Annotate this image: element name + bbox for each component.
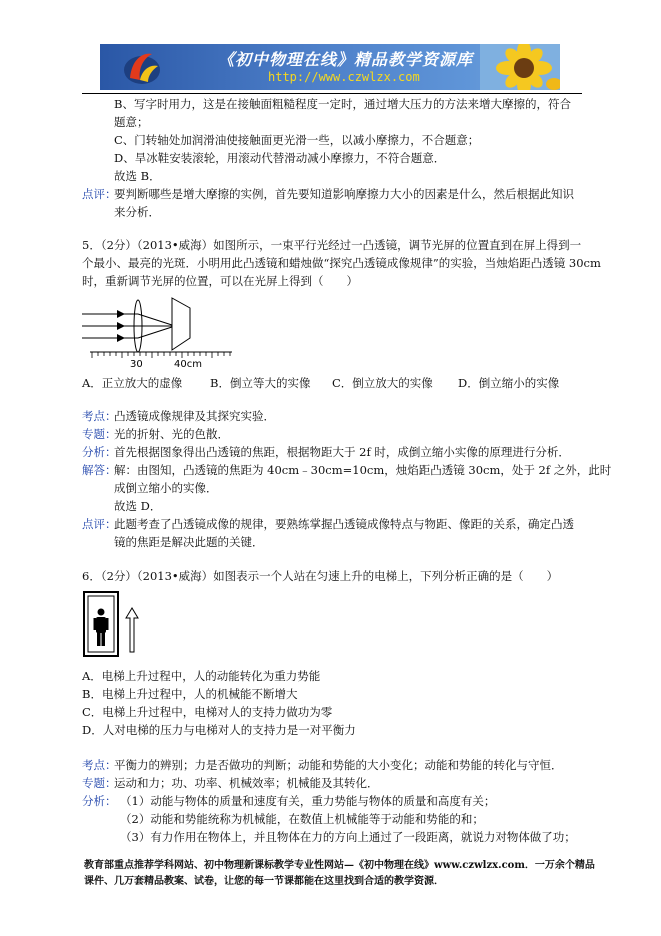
q5-stem-line1: 5．（2分）（2013•威海）如图所示，一束平行光经过一凸透镜，调节光屏的位置直到在屏上得到一 bbox=[82, 238, 582, 252]
q5-option-b: B．倒立等大的实像 bbox=[210, 376, 311, 390]
q6-kaodian-label: 考点： bbox=[82, 758, 117, 772]
q4-comment-line2: 来分析． bbox=[114, 205, 160, 219]
q4-line-b1: B、写字时用力，这是在接触面粗糙程度一定时，通过增大压力的方法来增大摩擦的，符合 bbox=[114, 97, 571, 111]
q5-zhuanti-label: 专题： bbox=[82, 427, 117, 441]
q5-stem-line3: 时，重新调节光屏的位置，可以在光屏上得到（ ） bbox=[82, 274, 358, 288]
q5-fenxi-text: 首先根据图象得出凸透镜的焦距，根据物距大于 2f 时，成倒立缩小实像的原理进行分析． bbox=[114, 445, 570, 459]
sunflower-icon bbox=[480, 44, 560, 90]
q6-fenxi-label: 分析： bbox=[82, 794, 117, 808]
page-footer: 教育部重点推荐学科网站、初中物理新课标教学专业性网站—《初中物理在线》www.czwlzx.com．一万余个精品课件、几万套精品教案、试卷，让您的每一节课都能在这里找到合适的教学资源． bbox=[84, 860, 595, 887]
ruler-ticks bbox=[92, 352, 230, 358]
q5-option-a: A．正立放大的虚像 bbox=[82, 376, 183, 390]
q6-zhuanti-text: 运动和力；功、功率、机械效率；机械能及其转化． bbox=[114, 776, 379, 790]
light-screen bbox=[172, 298, 190, 350]
q5-fenxi-label: 分析： bbox=[82, 445, 117, 459]
header-banner bbox=[100, 44, 560, 90]
q5-jieda-label: 解答： bbox=[82, 463, 117, 477]
q5-option-d: D．倒立缩小的实像 bbox=[458, 376, 560, 390]
q5-stem-line2: 个最小、最亮的光斑．小明用此凸透镜和蜡烛做“探究凸透镜成像规律”的实验，当烛焰距凸透镜 30cm bbox=[82, 256, 601, 270]
q6-kaodian-text: 平衡力的辨别；力是否做功的判断；动能和势能的大小变化；动能和势能的转化与守恒． bbox=[114, 758, 563, 772]
q6-fenxi-line2: （2）动能和势能统称为机械能，在数值上机械能等于动能和势能的和； bbox=[120, 812, 484, 826]
q5-jieda-line1: 解：由图知，凸透镜的焦距为 40cm﹣30cm=10cm，烛焰距凸透镜 30cm，处于 2f 之外，此时 bbox=[114, 463, 612, 477]
q6-zhuanti-label: 专题： bbox=[82, 776, 117, 790]
q5-dianping-label: 点评： bbox=[82, 517, 117, 531]
q5-dianping-line1: 此题考查了凸透镜成像的规律，要熟练掌握凸透镜成像特点与物距、像距的关系，确定凸透 bbox=[114, 517, 574, 531]
q5-option-c: C．倒立放大的实像 bbox=[332, 376, 433, 390]
parallel-light-rays bbox=[82, 314, 138, 338]
ruler-label-40cm: 40cm bbox=[174, 359, 202, 368]
q5-kaodian-text: 凸透镜成像规律及其探究实验． bbox=[114, 409, 275, 423]
site-logo-icon bbox=[122, 48, 162, 86]
q6-option-a: A．电梯上升过程中，人的动能转化为重力势能 bbox=[82, 669, 321, 683]
q6-option-c: C．电梯上升过程中，电梯对人的支持力做功为零 bbox=[82, 705, 333, 719]
q5-dianping-line2: 镜的焦距是解决此题的关键． bbox=[114, 535, 264, 549]
q6-option-b: B．电梯上升过程中，人的机械能不断增大 bbox=[82, 687, 298, 701]
banner-url[interactable]: http://www.czwlzx.com bbox=[268, 70, 420, 84]
q4-answer: 故选 B． bbox=[114, 169, 161, 183]
elevator-figure bbox=[82, 590, 152, 658]
q4-line-c: C、门转轴处加润滑油使接触面更光滑一些，以减小摩擦力，不合题意； bbox=[114, 133, 480, 147]
q5-answer: 故选 D． bbox=[114, 499, 162, 513]
q6-fenxi-line1: （1）动能与物体的质量和速度有关，重力势能与物体的质量和高度有关； bbox=[120, 794, 496, 808]
q6-fenxi-line3: （3）有力作用在物体上，并且物体在力的方向上通过了一段距离，就说力对物体做了功； bbox=[120, 830, 576, 844]
lens-figure bbox=[82, 290, 282, 368]
q6-stem: 6．（2分）（2013•威海）如图表示一个人站在匀速上升的电梯上，下列分析正确的是（ ） bbox=[82, 569, 559, 583]
q4-line-b2: 题意； bbox=[114, 115, 149, 129]
q4-comment-line1: 要判断哪些是增大摩擦的实例，首先要知道影响摩擦力大小的因素是什么，然后根据此知识 bbox=[114, 187, 574, 201]
refracted-rays bbox=[138, 314, 175, 338]
q5-zhuanti-text: 光的折射、光的色散． bbox=[114, 427, 229, 441]
upward-arrow-icon bbox=[126, 608, 138, 652]
q6-option-d: D．人对电梯的压力与电梯对人的支持力是一对平衡力 bbox=[82, 723, 356, 737]
ruler-label-30: 30 bbox=[130, 359, 143, 368]
q4-comment-label: 点评： bbox=[82, 187, 117, 201]
banner-title: 《初中物理在线》精品教学资源库 bbox=[218, 50, 474, 69]
q5-kaodian-label: 考点： bbox=[82, 409, 117, 423]
header-divider bbox=[82, 93, 582, 94]
q4-line-d: D、旱冰鞋安装滚轮，用滚动代替滑动减小摩擦力，不符合题意． bbox=[114, 151, 446, 165]
q5-jieda-line2: 成倒立缩小的实像． bbox=[114, 481, 218, 495]
